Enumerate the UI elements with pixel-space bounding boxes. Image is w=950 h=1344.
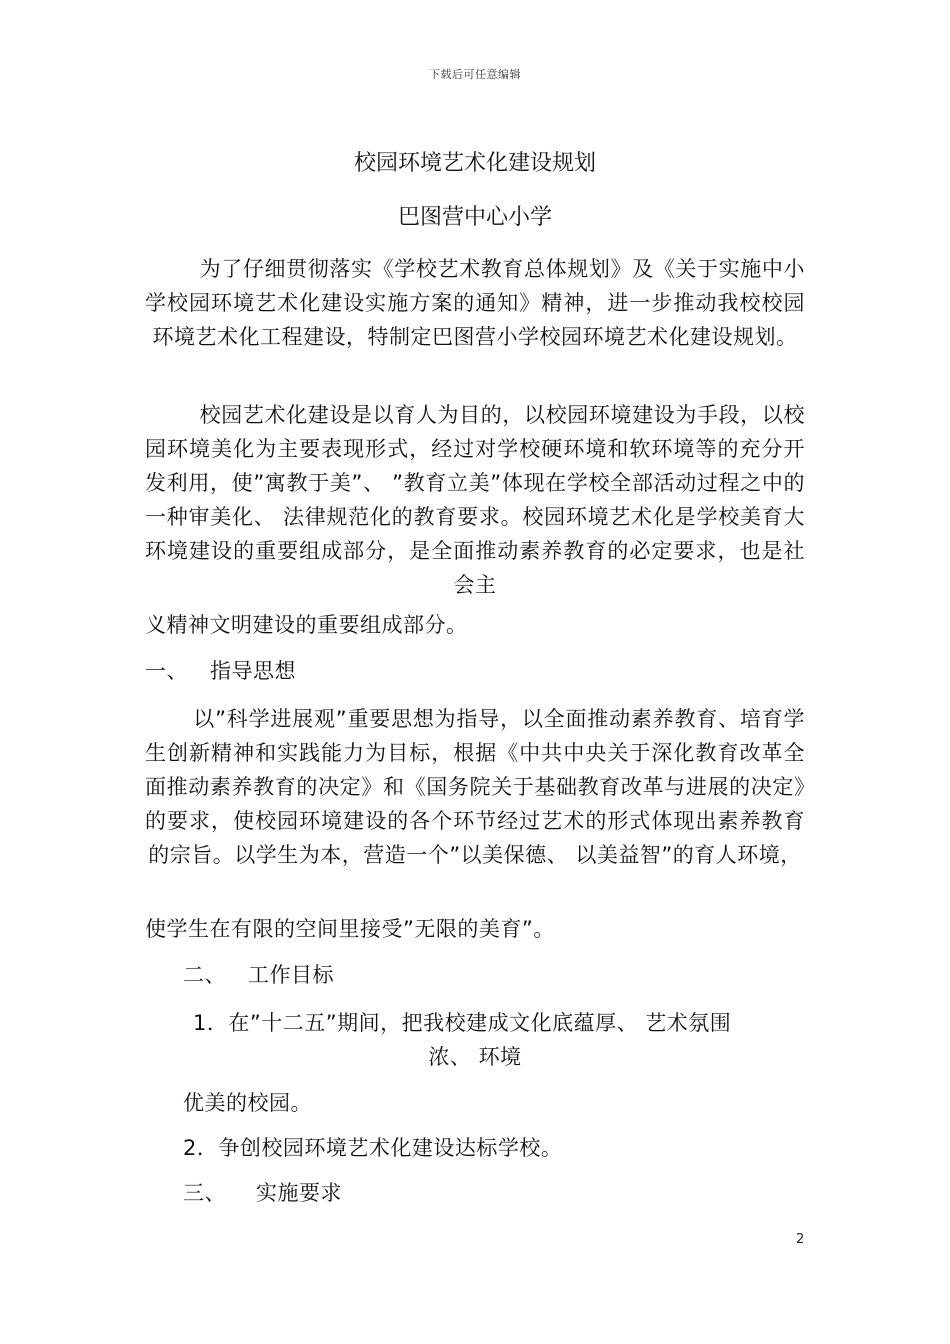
section-3-number: 三、 — [183, 1181, 226, 1205]
second-paragraph: 校园艺术化建设是以育人为目的，以校园环境建设为手段，以校园环境美化为主要表现形式，经过对学校硬环境和软环境等的充分开发利用，使”寓教于美”、 ”教育立美”体现在学校全部活动过程之中的一种审美化、 法律规范化的教育要求。校园环境艺术化是学校美育大环境建设的重要组成部分，是全面推动素养教育的必定要求，也是社会主 — [145, 403, 805, 597]
goal-item-1-line-2: 浓、 环境 — [428, 1045, 522, 1069]
section-1-title: 指导思想 — [210, 659, 296, 683]
document-title: 校园环境艺术化建设规划 — [353, 151, 596, 176]
page-number: 2 — [796, 1232, 805, 1247]
section-2-number: 二、 — [183, 963, 226, 987]
goal-item-1-line-1: 1．在”十二五”期间，把我校建成文化底蕴厚、 艺术氛围 — [193, 1011, 732, 1035]
header-note: 下载后可任意编辑 — [429, 68, 521, 81]
section-1-paragraph: 以”科学进展观”重要思想为指导，以全面推动素养教育、培育学生创新精神和实践能力为目标，根据《中共中央关于深化教育改革全面推动素养教育的决定》和《国务院关于基础教育改革与进展的决定》的要求，使校园环境建设的各个环节经过艺术的形式体现出素养教育的宗旨。以学生为本，营造一个”以美保德、 以美益智”的育人环境， — [145, 707, 805, 867]
document-subtitle: 巴图营中心小学 — [397, 205, 552, 230]
goal-item-1-tail: 优美的校园。 — [183, 1091, 312, 1115]
section-3-title: 实施要求 — [256, 1181, 342, 1205]
intro-paragraph: 为了仔细贯彻落实《学校艺术教育总体规划》及《关于实施中小学校园环境艺术化建设实施方案的通知》精神，进一步推动我校校园环境艺术化工程建设，特制定巴图营小学校园环境艺术化建设规划。 — [145, 257, 805, 349]
section-3-heading — [183, 1176, 342, 1210]
goal-item-2: 2．争创校园环境艺术化建设达标学校。 — [183, 1136, 563, 1160]
section-2-title: 工作目标 — [248, 963, 334, 987]
second-paragraph-tail: 义精神文明建设的重要组成部分。 — [145, 613, 468, 637]
section-1-heading — [145, 654, 296, 688]
section-1-tail: 使学生在有限的空间里接受”无限的美育”。 — [145, 917, 555, 941]
section-1-number: 一、 — [145, 659, 188, 683]
section-2-heading — [183, 958, 334, 992]
